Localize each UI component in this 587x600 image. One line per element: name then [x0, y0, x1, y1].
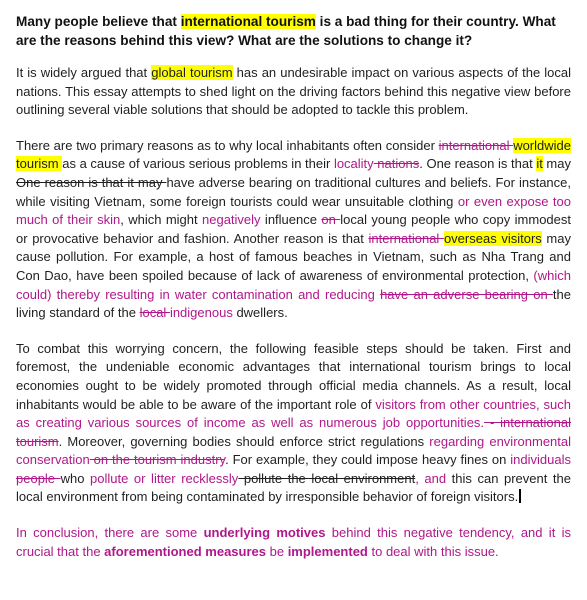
prompt-text: Many people believe that	[16, 14, 181, 29]
text-run: There are two primary reasons as to why local inhabitants often consider	[16, 137, 439, 153]
text-run: have adverse bearing on traditional cultures and beliefs. For instance, while visiting Vietnam, some foreign tourists could wear unsuitable clothing	[16, 174, 572, 209]
inserted-text: indigenous	[169, 305, 233, 321]
inserted-text: or even expose too much of their skin	[16, 193, 571, 228]
paragraph-introduction	[16, 64, 571, 120]
essay-prompt	[16, 12, 571, 50]
text-run: this can prevent the local environment from being contaminated by irresponsible behavior of foreign visitors.	[16, 470, 572, 505]
paragraph-solutions	[16, 340, 571, 507]
inserted-text: negatively	[202, 212, 261, 228]
inserted-text: visitors from other countries, such as creating various sources of income as well as numerous job opportunities.	[16, 396, 571, 431]
paragraph-conclusion	[16, 524, 571, 561]
highlighted-phrase: it	[536, 156, 543, 172]
text-run: . For example, they could impose heavy fines on	[225, 452, 511, 468]
inserted-text: regarding environmental conservation	[16, 433, 572, 468]
text-run: dwellers.	[232, 305, 288, 321]
text-run: may	[542, 156, 571, 172]
paragraph-reasons	[16, 137, 571, 323]
essay-document	[16, 12, 571, 578]
text-run: as a cause of various serious problems in their	[62, 156, 334, 172]
text-run: influence	[260, 212, 322, 228]
deleted-text: have an adverse bearing on	[380, 286, 553, 302]
text-run: It is widely argued that	[16, 65, 152, 80]
deleted-text: - international tourism	[16, 415, 571, 449]
text-run: . Moreover, governing bodies should enforce strict regulations	[58, 433, 430, 449]
text-run: the living standard of the	[16, 286, 571, 321]
text-run: may cause pollution. For example, a host of famous beaches in Vietnam, such as Nha Trang and Con Dao, have been spoiled because of lack of awareness of environmental protection,	[16, 230, 571, 283]
text-run: to deal with this issue.	[367, 543, 499, 559]
bold-phrase: underlying motives	[203, 525, 326, 541]
deleted-text: local	[139, 305, 170, 321]
highlighted-phrase: international tourism	[180, 14, 316, 29]
text-run: To combat this worrying concern, the following feasible steps should be taken. First and foremost, the undeniable economic advantages that international tourism brings to local economies ought to be widely promoted through official media channels. As a result, local inhabitants would be able to be aware of the important role of	[16, 340, 571, 412]
highlighted-phrase: overseas visitors	[443, 230, 542, 246]
inserted-text: individuals	[510, 452, 571, 468]
deleted-text: nations	[373, 156, 420, 172]
inserted-text: , and	[415, 470, 447, 486]
inserted-text: pollute or litter recklessly	[90, 470, 239, 486]
text-run: , which might	[120, 212, 202, 228]
text-run: who	[60, 470, 91, 486]
deleted-text: pollute the local environment	[238, 470, 416, 486]
deleted-text: international	[368, 230, 444, 246]
text-run: be	[266, 543, 288, 559]
deleted-text: One reason is that it may	[16, 174, 167, 190]
text-run: . One reason is that	[419, 156, 537, 172]
text-run: local young people who copy immodest or provocative behavior and fashion. Another reason is that	[16, 212, 571, 246]
text-cursor[interactable]	[519, 489, 521, 503]
text-run: In conclusion, there are some	[16, 525, 204, 541]
text-run: behind this negative tendency, and it is crucial that the	[16, 525, 571, 559]
highlighted-phrase: global tourism	[151, 65, 233, 80]
deleted-text: on	[321, 212, 341, 228]
inserted-text: (which could) thereby resulting in water contamination and reducing	[16, 267, 571, 302]
deleted-text: international	[438, 137, 514, 153]
bold-phrase: aforementioned measures	[104, 543, 266, 559]
inserted-text: locality	[333, 156, 374, 172]
bold-phrase: implemented	[287, 543, 368, 559]
deleted-text: people	[16, 470, 61, 486]
prompt-text: is a bad thing for their country. What are the reasons behind this view? What are the solutions to change it?	[16, 14, 556, 48]
text-run: has an undesirable impact on various aspects of the local nations. This essay attempts to shed light on the driving factors behind this negative view before outlining several viable solutions that should be adopted to tackle this problem.	[16, 65, 571, 118]
highlighted-phrase: worldwide tourism	[16, 137, 571, 172]
deleted-text: on the tourism industry	[89, 452, 226, 468]
